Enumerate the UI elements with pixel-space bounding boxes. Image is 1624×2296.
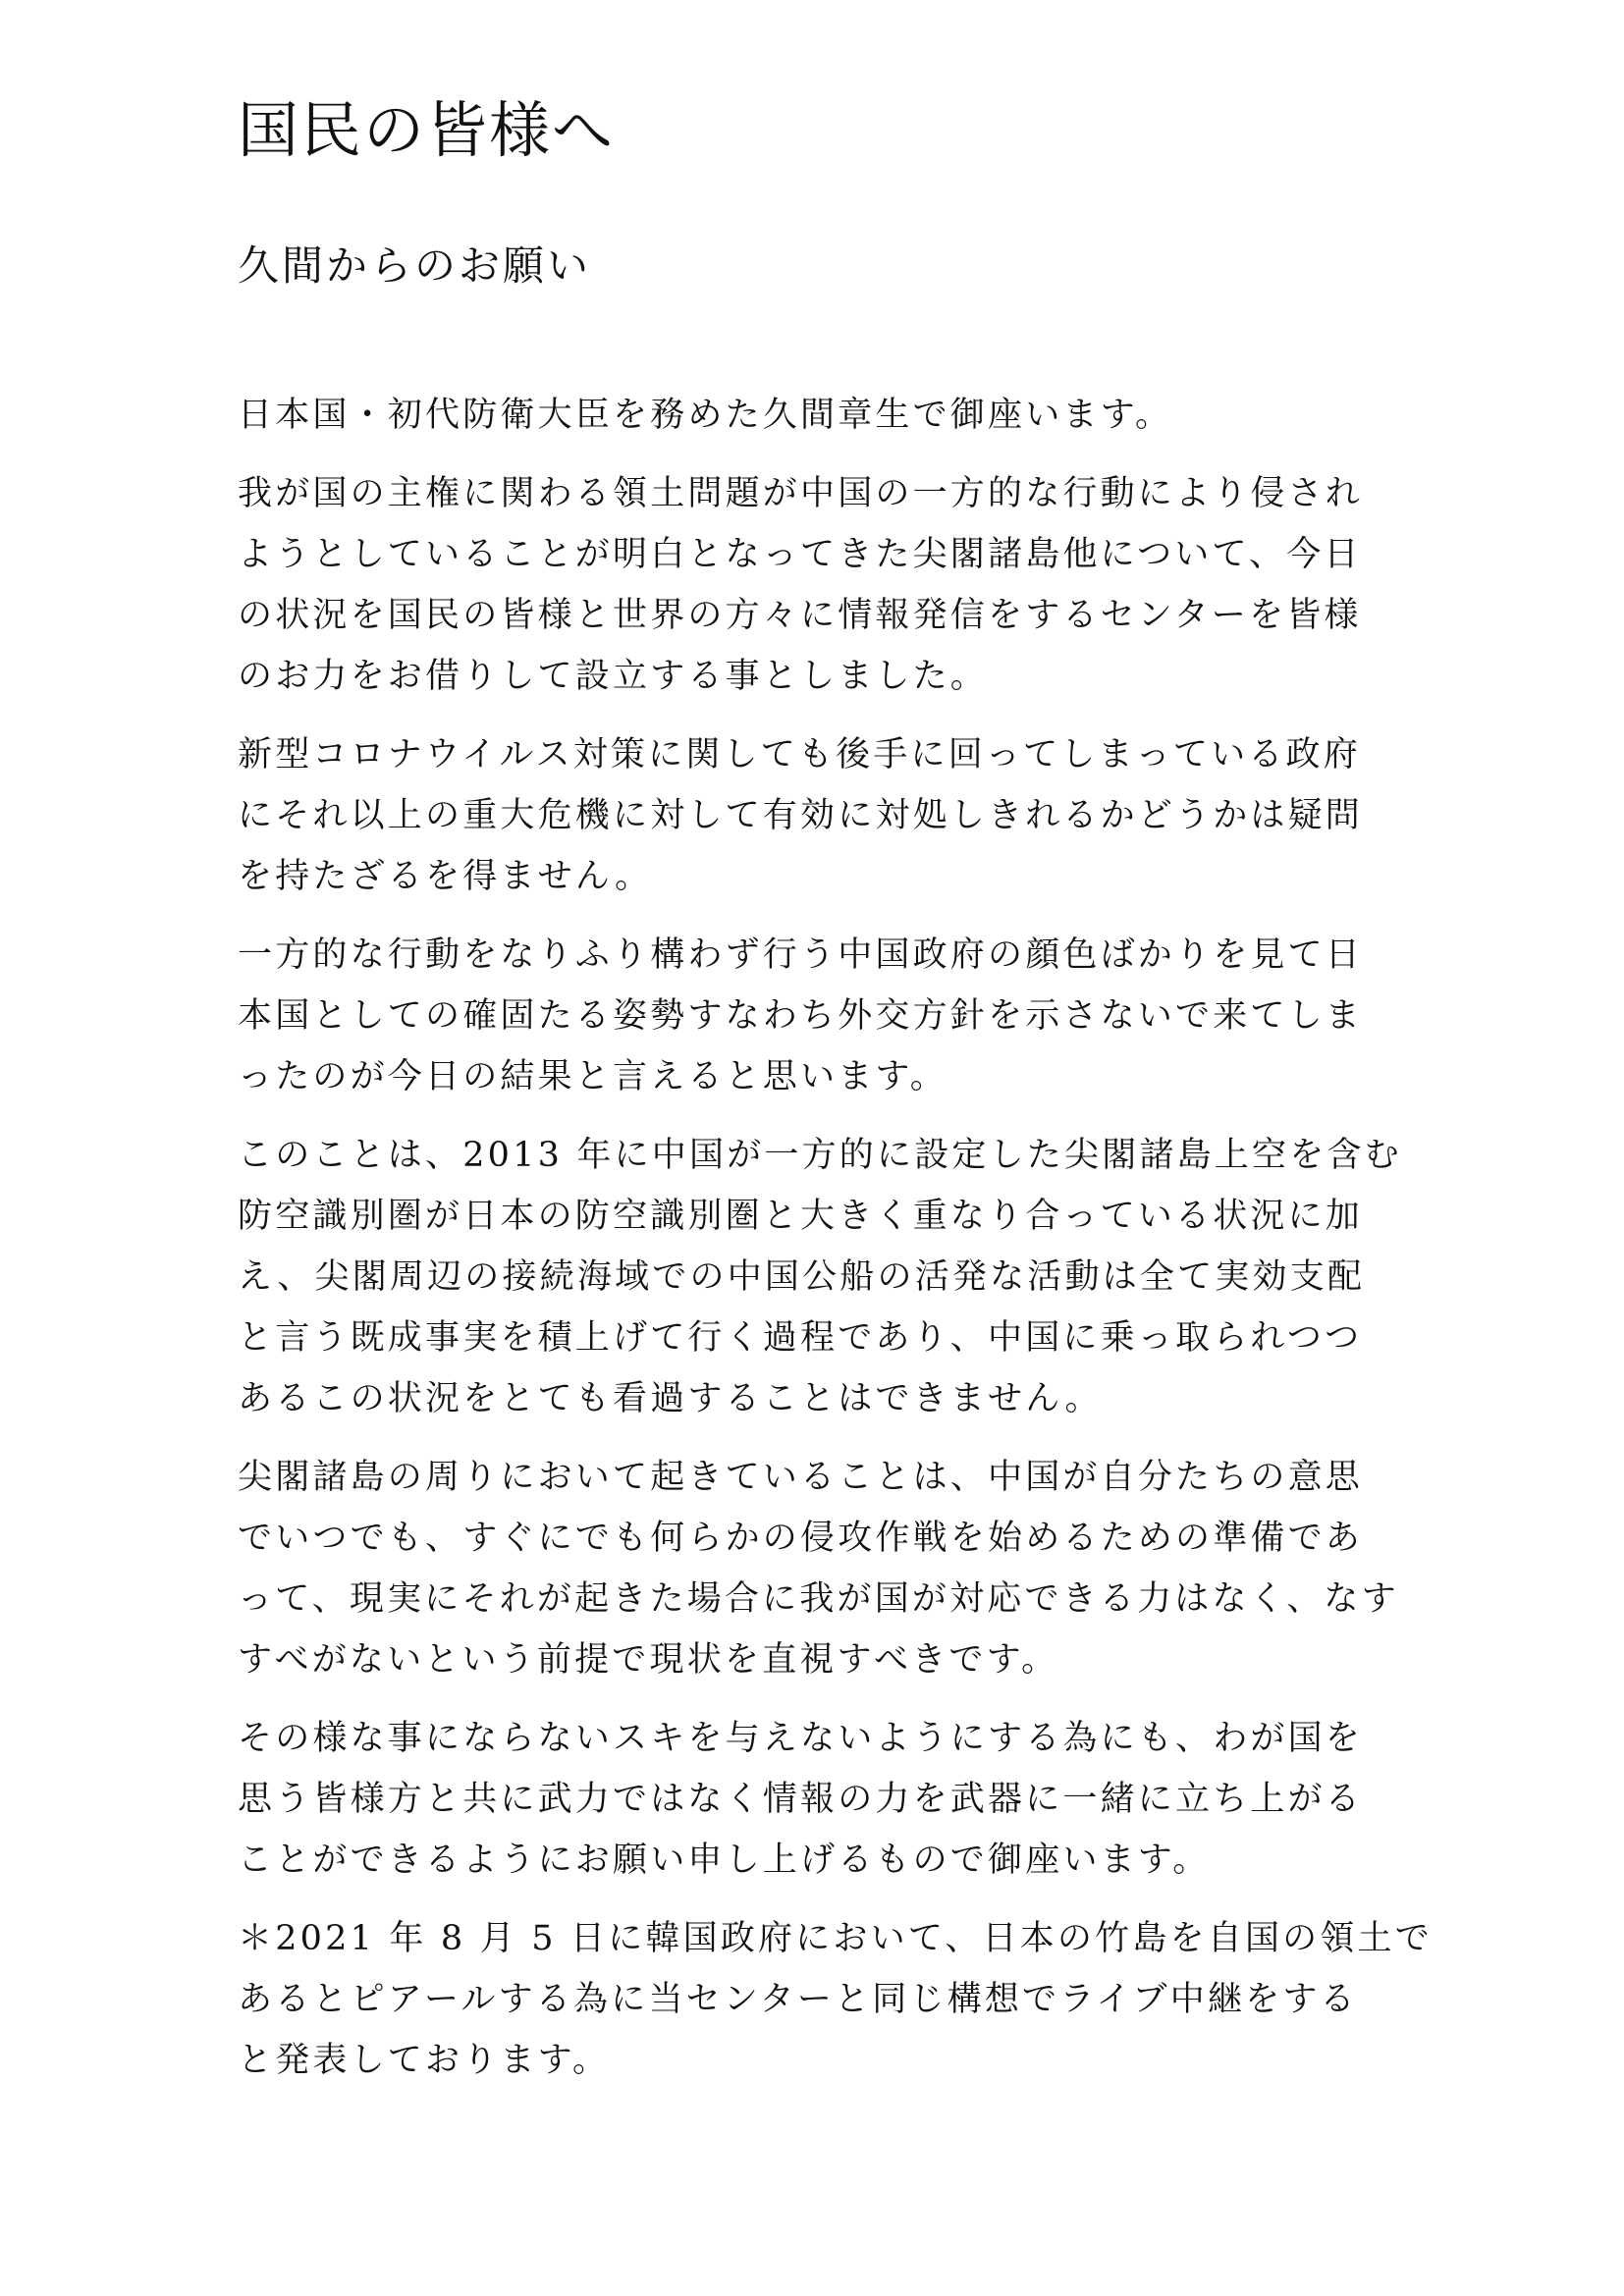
- text-line: と発表しております。: [238, 2041, 611, 2080]
- text-line: って、現実にそれが起きた場合に我が国が対応できる力はなく、なす: [238, 1579, 1399, 1619]
- paragraph-territorial-issue: [238, 463, 1416, 707]
- text-line: 思う皆様方と共に武力ではなく情報の力を武器に一緒に立ち上がる: [238, 1780, 1364, 1819]
- text-line: 防空識別圏が日本の防空識別圏と大きく重なり合っている状況に加: [238, 1197, 1364, 1236]
- letter-body: [238, 385, 1433, 2109]
- text-line: ようとしていることが明白となってきた尖閣諸島他について、今日: [238, 535, 1362, 574]
- paragraph-introduction: [238, 385, 1416, 446]
- text-line: あるこの状況をとても看過することはできません。: [238, 1379, 1103, 1418]
- text-line: 新型コロナウイルス対策に関しても後手に回ってしまっている政府: [238, 735, 1361, 774]
- text-line: ったのが今日の結果と言えると思います。: [238, 1057, 948, 1096]
- text-line: ＊2021 年 8 月 5 日に韓国政府において、日本の竹島を自国の領土で: [238, 1919, 1433, 1958]
- text-line: 尖閣諸島の周りにおいて起きていることは、中国が自分たちの意思: [238, 1458, 1364, 1497]
- page-subtitle: 久間からのお願い: [238, 241, 592, 290]
- paragraph-foreign-policy: [238, 925, 1416, 1107]
- text-line: にそれ以上の重大危機に対して有効に対処しきれるかどうかは疑問: [238, 796, 1364, 835]
- text-line: と言う既成事実を積上げて行く過程であり、中国に乗っ取られつつ: [238, 1318, 1363, 1358]
- text-line: その様な事にならないスキを与えないようにする為にも、わが国を: [238, 1719, 1364, 1758]
- text-line: あるとピアールする為に当センターと同じ構想でライブ中継をする: [238, 1980, 1358, 2019]
- paragraph-request: [238, 1708, 1416, 1891]
- text-line: の状況を国民の皆様と世界の方々に情報発信をするセンターを皆様: [238, 596, 1362, 635]
- text-line: ことができるようにお願い申し上げるもので御座います。: [238, 1841, 1211, 1880]
- text-line: このことは、2013 年に中国が一方的に設定した尖閣諸島上空を含む: [238, 1136, 1402, 1175]
- text-line: すべがないという前提で現状を直視すべきです。: [238, 1640, 1059, 1680]
- paragraph-air-defense-zone: [238, 1125, 1416, 1429]
- paragraph-covid-response: [238, 724, 1416, 907]
- page-title: 国民の皆様へ: [238, 94, 616, 166]
- text-line: 我が国の主権に関わる領土問題が中国の一方的な行動により侵され: [238, 474, 1364, 513]
- text-line: 本国としての確固たる姿勢すなわち外交方針を示さないで来てしま: [238, 996, 1364, 1036]
- text-line: 一方的な行動をなりふり構わず行う中国政府の顔色ばかりを見て日: [238, 935, 1364, 975]
- text-line: でいつでも、すぐにでも何らかの侵攻作戦を始めるための準備であ: [238, 1519, 1364, 1558]
- text-line: 日本国・初代防衛大臣を務めた久間章生で御座います。: [238, 396, 1173, 435]
- text-line: のお力をお借りして設立する事としました。: [238, 657, 989, 696]
- text-line: え、尖閣周辺の接続海域での中国公船の活発な活動は全て実効支配: [238, 1257, 1366, 1297]
- text-line: を持たざるを得ません。: [238, 857, 653, 896]
- paragraph-current-situation: [238, 1447, 1416, 1690]
- paragraph-note: [238, 1908, 1433, 2091]
